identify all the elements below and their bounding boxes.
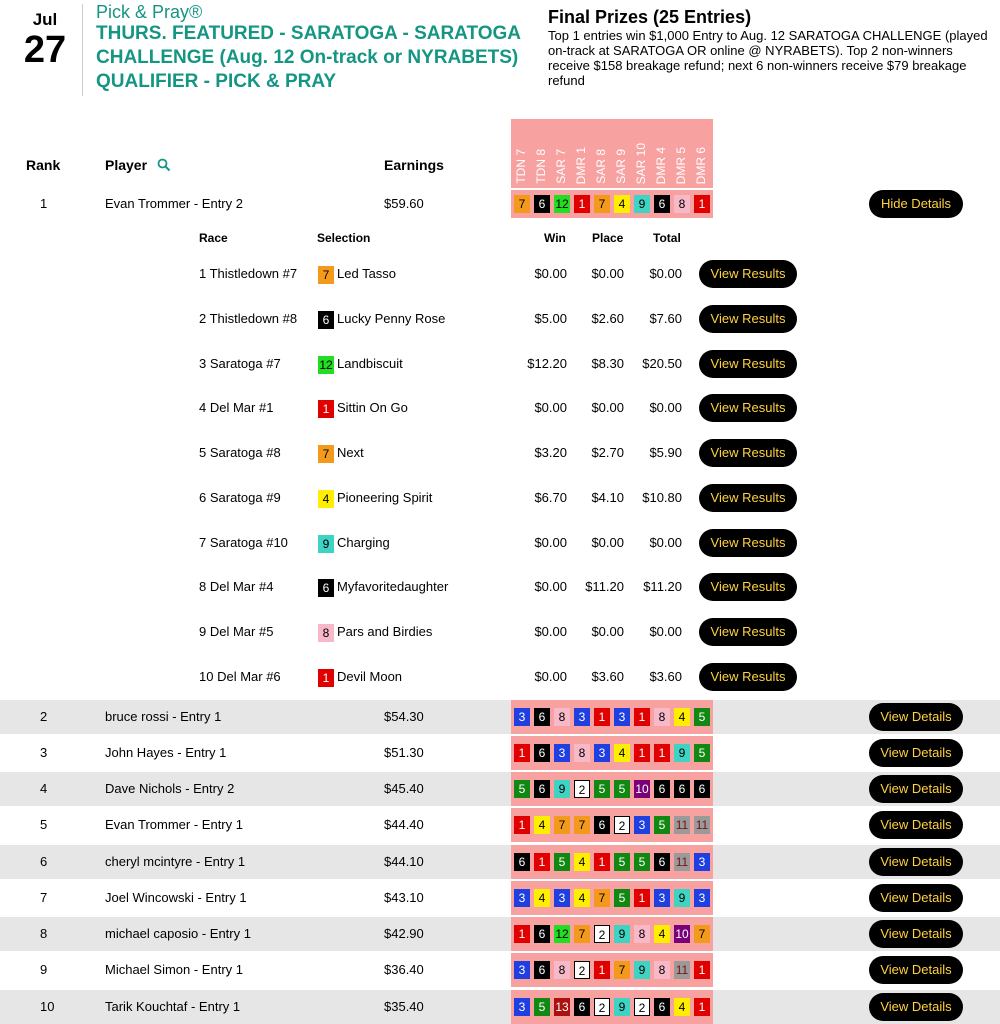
pick-chip: 1	[514, 816, 530, 834]
picks-strip	[511, 808, 713, 842]
pick-chip: 3	[594, 744, 610, 762]
pick-chip: 9	[614, 998, 630, 1016]
pick-chip: 1	[694, 961, 710, 979]
earnings-cell: $35.40	[384, 999, 424, 1014]
view-details-button[interactable]: View Details	[869, 884, 963, 912]
pick-chip: 11	[675, 855, 689, 869]
player-name: Evan Trommer - Entry 2	[105, 196, 243, 211]
pick-chip: 4	[674, 998, 690, 1016]
pick-chip: 3	[614, 708, 630, 726]
search-icon[interactable]	[157, 158, 171, 172]
total-amount: $20.50	[642, 356, 682, 371]
race-column-10: DMR 6	[694, 146, 708, 184]
pick-chip: 4	[534, 889, 550, 907]
pick-chip: 8	[554, 961, 570, 979]
pick-chip: 3	[554, 889, 570, 907]
race-name: 1 Thistledown #7	[199, 266, 298, 281]
rank-cell: 4	[40, 781, 48, 796]
pick-chip: 2	[574, 961, 590, 979]
picks-strip	[511, 917, 713, 951]
pick-chip: 1	[594, 708, 610, 726]
pick-chip: 7	[594, 195, 610, 213]
rank-cell: 10	[40, 999, 55, 1014]
win-amount: $5.00	[534, 311, 567, 326]
win-amount: $6.70	[534, 490, 567, 505]
pick-chip: 6	[318, 579, 334, 597]
pick-chip: 3	[694, 853, 710, 871]
total-amount: $11.20	[643, 579, 682, 594]
pick-chip: 5	[594, 780, 610, 798]
horse-name: Charging	[337, 535, 390, 550]
place-amount: $0.00	[591, 400, 624, 415]
pick-chip: 5	[614, 853, 630, 871]
pick-chip: 1	[594, 853, 610, 871]
pick-chip: 4	[614, 744, 630, 762]
view-results-button[interactable]: View Results	[699, 663, 797, 691]
pick-chip: 6	[654, 998, 670, 1016]
prizes-block	[548, 6, 993, 88]
pick-chip: 1	[694, 998, 710, 1016]
pick-chip: 4	[574, 853, 590, 871]
picks-strip	[511, 190, 713, 218]
pick-chip: 6	[534, 744, 550, 762]
player-name: Evan Trommer - Entry 1	[105, 817, 243, 832]
horse-name: Myfavoritedaughter	[337, 579, 449, 594]
race-column-headers	[511, 119, 713, 188]
pick-chip: 7	[594, 889, 610, 907]
detail-row	[0, 663, 1000, 693]
view-results-button[interactable]: View Results	[699, 439, 797, 467]
race-column-1: TDN 7	[514, 149, 528, 184]
pick-chip: 1	[654, 744, 670, 762]
rank-cell: 1	[40, 196, 48, 211]
rank-cell: 3	[40, 745, 48, 760]
rank-cell: 5	[40, 817, 48, 832]
win-amount: $0.00	[534, 266, 567, 281]
detail-row	[0, 350, 1000, 380]
pick-chip: 2	[574, 780, 590, 798]
pick-chip: 6	[674, 780, 690, 798]
horse-name: Next	[337, 445, 364, 460]
table-row	[0, 990, 1000, 1024]
rank-cell: 8	[40, 926, 48, 941]
detail-row	[0, 618, 1000, 648]
place-amount: $3.60	[591, 669, 624, 684]
view-details-button[interactable]: View Details	[869, 920, 963, 948]
total-amount: $0.00	[649, 535, 682, 550]
horse-name: Pars and Birdies	[337, 624, 433, 639]
race-column-3: SAR 7	[554, 149, 568, 184]
pick-chip: 4	[534, 816, 550, 834]
detail-header-selection: Selection	[317, 231, 371, 245]
view-results-button[interactable]: View Results	[699, 573, 797, 601]
pick-chip: 5	[694, 744, 710, 762]
pick-chip: 12	[319, 358, 333, 372]
view-details-button[interactable]: View Details	[869, 739, 963, 767]
pick-chip: 3	[514, 708, 530, 726]
pick-chip: 1	[514, 925, 530, 943]
race-name: 5 Saratoga #8	[199, 445, 281, 460]
total-amount: $0.00	[649, 266, 682, 281]
pick-chip: 9	[674, 889, 690, 907]
earnings-cell: $44.40	[384, 817, 424, 832]
table-row	[0, 190, 1000, 218]
pick-chip: 5	[514, 780, 530, 798]
total-amount: $7.60	[649, 311, 682, 326]
pick-chip: 6	[534, 780, 550, 798]
contest-type: Pick & Pray®	[96, 2, 203, 22]
pick-chip: 5	[554, 853, 570, 871]
pick-chip: 6	[534, 961, 550, 979]
table-row	[0, 845, 1000, 879]
pick-chip: 7	[574, 816, 590, 834]
earnings-cell: $36.40	[384, 962, 424, 977]
detail-row	[0, 439, 1000, 469]
pick-chip: 3	[554, 744, 570, 762]
pick-chip: 1	[594, 961, 610, 979]
place-amount: $2.70	[591, 445, 624, 460]
place-amount: $0.00	[591, 624, 624, 639]
win-amount: $0.00	[534, 579, 567, 594]
place-amount: $0.00	[591, 266, 624, 281]
rank-cell: 6	[40, 854, 48, 869]
pick-chip: 8	[574, 744, 590, 762]
pick-chip: 6	[534, 708, 550, 726]
race-name: 9 Del Mar #5	[199, 624, 274, 639]
pick-chip: 7	[694, 925, 710, 943]
pick-chip: 3	[514, 961, 530, 979]
total-amount: $10.80	[642, 490, 682, 505]
pick-chip: 11	[675, 818, 689, 832]
prizes-title: Final Prizes (25 Entries)	[548, 7, 752, 27]
pick-chip: 2	[634, 998, 650, 1016]
prizes-text: Top 1 entries win $1,000 Entry to Aug. 12 SARATOGA CHALLENGE (played on-track at SARATOGA OR online @ NYRABETS). Top 2 non-winners receive $158 breakage refund; next 6 non-winners receive $79 breakage refund	[548, 28, 988, 88]
picks-strip	[511, 736, 713, 770]
view-details-button[interactable]: View Details	[869, 811, 963, 839]
place-amount: $11.20	[585, 579, 624, 594]
pick-chip: 4	[574, 889, 590, 907]
pick-chip: 3	[514, 889, 530, 907]
view-results-button[interactable]: View Results	[699, 394, 797, 422]
pick-chip: 12	[555, 927, 569, 941]
pick-chip: 2	[614, 816, 630, 834]
horse-name: Sittin On Go	[337, 400, 408, 415]
pick-chip: 7	[318, 445, 334, 463]
view-details-button[interactable]: View Details	[869, 993, 963, 1021]
race-column-7: SAR 10	[634, 142, 648, 184]
pick-chip: 8	[674, 195, 690, 213]
pick-chip: 5	[694, 708, 710, 726]
race-name: 2 Thistledown #8	[199, 311, 298, 326]
pick-chip: 5	[614, 780, 630, 798]
place-amount: $4.10	[591, 490, 624, 505]
pick-chip: 3	[694, 889, 710, 907]
view-results-button[interactable]: View Results	[699, 529, 797, 557]
pick-chip: 1	[318, 669, 334, 687]
win-amount: $0.00	[534, 669, 567, 684]
race-column-8: DMR 4	[654, 146, 668, 184]
earnings-cell: $43.10	[384, 890, 424, 905]
pick-chip: 7	[614, 961, 630, 979]
pick-chip: 6	[654, 195, 670, 213]
race-column-2: TDN 8	[534, 149, 548, 184]
pick-chip: 5	[654, 816, 670, 834]
earnings-cell: $59.60	[384, 196, 424, 211]
table-row	[0, 808, 1000, 842]
detail-header-total: Total	[653, 231, 681, 245]
table-row	[0, 953, 1000, 987]
detail-row	[0, 484, 1000, 514]
race-name: 7 Saratoga #10	[199, 535, 288, 550]
table-row	[0, 736, 1000, 770]
picks-strip	[511, 772, 713, 806]
pick-chip: 8	[654, 708, 670, 726]
rank-cell: 2	[40, 709, 48, 724]
pick-chip: 8	[654, 961, 670, 979]
horse-name: Devil Moon	[337, 669, 403, 684]
pick-chip: 8	[634, 925, 650, 943]
picks-strip	[511, 845, 713, 879]
pick-chip: 5	[534, 998, 550, 1016]
pick-chip: 3	[654, 889, 670, 907]
pick-chip: 9	[318, 535, 334, 553]
detail-row	[0, 573, 1000, 603]
table-row	[0, 700, 1000, 734]
view-details-button[interactable]: View Details	[869, 703, 963, 731]
pick-chip: 1	[574, 195, 590, 213]
view-results-button[interactable]: View Results	[699, 260, 797, 288]
player-name: Tarik Kouchtaf - Entry 1	[105, 999, 241, 1014]
place-amount: $2.60	[591, 311, 624, 326]
pick-chip: 13	[555, 1000, 569, 1014]
detail-header-win: Win	[544, 231, 566, 245]
place-amount: $8.30	[591, 356, 624, 371]
horse-name: Pioneering Spirit	[337, 490, 433, 505]
earnings-header: Earnings	[384, 157, 444, 173]
pick-chip: 5	[614, 889, 630, 907]
race-name: 10 Del Mar #6	[199, 669, 281, 684]
pick-chip: 3	[574, 708, 590, 726]
pick-chip: 4	[614, 195, 630, 213]
pick-chip: 9	[674, 744, 690, 762]
pick-chip: 1	[634, 708, 650, 726]
pick-chip: 11	[675, 963, 689, 977]
picks-strip	[511, 990, 713, 1024]
pick-chip: 6	[318, 311, 334, 329]
pick-chip: 9	[554, 780, 570, 798]
pick-chip: 10	[675, 927, 689, 941]
race-name: 4 Del Mar #1	[199, 400, 274, 415]
player-name: cheryl mcintyre - Entry 1	[105, 854, 246, 869]
win-amount: $0.00	[534, 400, 567, 415]
win-amount: $3.20	[534, 445, 567, 460]
player-name: bruce rossi - Entry 1	[105, 709, 222, 724]
earnings-cell: $42.90	[384, 926, 424, 941]
horse-name: Landbiscuit	[337, 356, 403, 371]
view-results-button[interactable]: View Results	[699, 484, 797, 512]
pick-chip: 7	[554, 816, 570, 834]
win-amount: $0.00	[534, 535, 567, 550]
detail-row	[0, 260, 1000, 290]
date-month: Jul	[32, 10, 58, 29]
player-name: John Hayes - Entry 1	[105, 745, 227, 760]
pick-chip: 9	[634, 195, 650, 213]
player-name: michael caposio - Entry 1	[105, 926, 251, 941]
player-name: Dave Nichols - Entry 2	[105, 781, 235, 796]
pick-chip: 11	[695, 818, 709, 832]
pick-chip: 3	[634, 816, 650, 834]
rank-header: Rank	[26, 157, 61, 173]
pick-chip: 4	[654, 925, 670, 943]
pick-chip: 9	[634, 961, 650, 979]
view-results-button[interactable]: View Results	[699, 305, 797, 333]
pick-chip: 2	[594, 925, 610, 943]
detail-header-place: Place	[592, 231, 624, 245]
pick-chip: 6	[654, 780, 670, 798]
pick-chip: 5	[634, 853, 650, 871]
contest-title: THURS. FEATURED - SARATOGA - SARATOGA CHALLENGE (Aug. 12 On-track or NYRABETS) QUALIFIER - PICK & PRAY	[96, 23, 521, 92]
race-column-4: DMR 1	[574, 146, 588, 184]
table-row	[0, 881, 1000, 915]
earnings-cell: $51.30	[384, 745, 424, 760]
pick-chip: 6	[534, 925, 550, 943]
table-row	[0, 772, 1000, 806]
pick-chip: 6	[574, 998, 590, 1016]
pick-chip: 6	[514, 853, 530, 871]
pick-chip: 4	[674, 708, 690, 726]
player-name: Joel Wincowski - Entry 1	[105, 890, 247, 905]
race-column-5: SAR 8	[594, 149, 608, 184]
pick-chip: 1	[514, 744, 530, 762]
pick-chip: 10	[635, 782, 649, 796]
detail-row	[0, 529, 1000, 559]
player-name: Michael Simon - Entry 1	[105, 962, 243, 977]
race-column-9: DMR 5	[674, 146, 688, 184]
total-amount: $0.00	[649, 624, 682, 639]
hide-details-button[interactable]: Hide Details	[869, 190, 963, 218]
detail-header-race: Race	[199, 231, 228, 245]
horse-name: Led Tasso	[337, 266, 397, 281]
pick-chip: 1	[534, 853, 550, 871]
pick-chip: 7	[514, 195, 530, 213]
pick-chip: 7	[574, 925, 590, 943]
view-results-button[interactable]: View Results	[699, 618, 797, 646]
pick-chip: 8	[554, 708, 570, 726]
rank-cell: 7	[40, 890, 48, 905]
view-details-button[interactable]: View Details	[869, 848, 963, 876]
pick-chip: 6	[694, 780, 710, 798]
picks-strip	[511, 700, 713, 734]
pick-chip: 9	[614, 925, 630, 943]
race-name: 6 Saratoga #9	[199, 490, 281, 505]
pick-chip: 7	[318, 266, 334, 284]
view-details-button[interactable]: View Details	[869, 956, 963, 984]
table-row	[0, 917, 1000, 951]
win-amount: $12.20	[527, 356, 567, 371]
pick-chip: 1	[634, 744, 650, 762]
pick-chip: 2	[594, 998, 610, 1016]
picks-strip	[511, 881, 713, 915]
view-details-button[interactable]: View Details	[869, 775, 963, 803]
date-day: 27	[23, 29, 67, 71]
place-amount: $0.00	[591, 535, 624, 550]
view-results-button[interactable]: View Results	[699, 350, 797, 378]
win-amount: $0.00	[534, 624, 567, 639]
race-column-6: SAR 9	[614, 149, 628, 184]
rank-cell: 9	[40, 962, 48, 977]
pick-chip: 6	[594, 816, 610, 834]
detail-row	[0, 394, 1000, 424]
total-amount: $5.90	[649, 445, 682, 460]
pick-chip: 4	[318, 490, 334, 508]
race-name: 3 Saratoga #7	[199, 356, 281, 371]
pick-chip: 3	[514, 998, 530, 1016]
pick-chip: 6	[534, 195, 550, 213]
earnings-cell: $44.10	[384, 854, 424, 869]
date-badge	[14, 10, 76, 70]
race-name: 8 Del Mar #4	[199, 579, 274, 594]
total-amount: $3.60	[649, 669, 682, 684]
contest-title-block	[96, 2, 526, 94]
picks-strip	[511, 953, 713, 987]
horse-name: Lucky Penny Rose	[337, 311, 446, 326]
earnings-cell: $45.40	[384, 781, 424, 796]
pick-chip: 8	[318, 624, 334, 642]
pick-chip: 1	[318, 400, 334, 418]
detail-row	[0, 305, 1000, 335]
pick-chip: 1	[694, 195, 710, 213]
pick-chip: 1	[634, 889, 650, 907]
header-divider	[82, 4, 83, 96]
pick-chip: 12	[555, 197, 569, 211]
player-header[interactable]: Player	[105, 157, 148, 173]
pick-chip: 6	[654, 853, 670, 871]
earnings-cell: $54.30	[384, 709, 424, 724]
total-amount: $0.00	[649, 400, 682, 415]
